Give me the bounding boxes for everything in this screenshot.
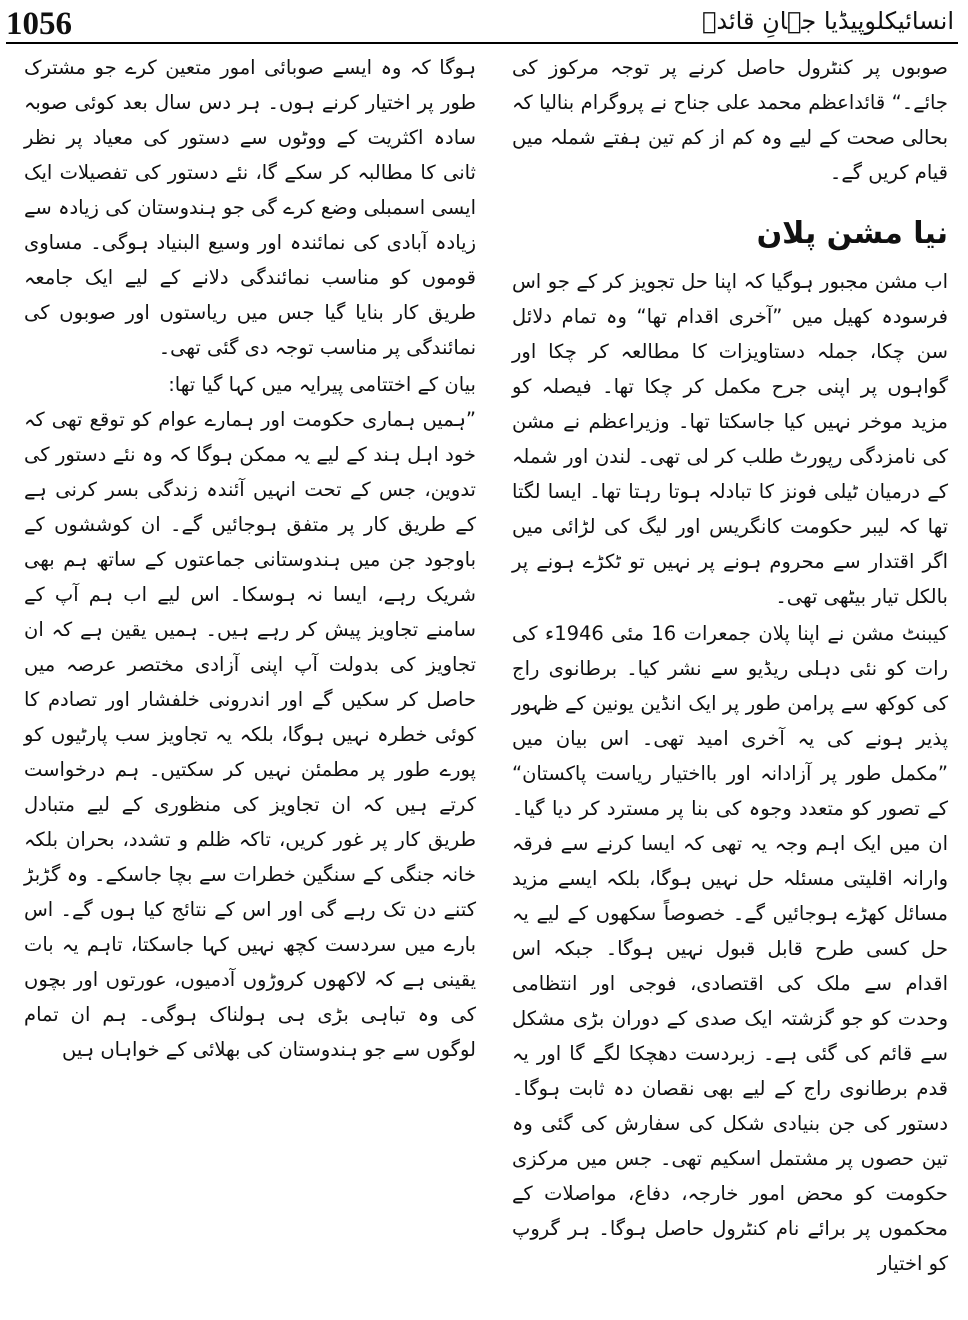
section-heading: نیا مشن پلان [756, 216, 948, 251]
body-paragraph: ہوگا کہ وہ ایسے صوبائی امور متعین کرے جو مشترک طور پر اختیار کرنے ہوں۔ ہر دس سال بعد کوئی صوبہ سادہ اکثریت کے ووٹوں سے دستور کی معیاد پر نظر ثانی کا مطالبہ کر سکے گا، نئے دستور کی تفصیلات ایک ایسی اسمبلی وضع کرے گی جو ہندوستان کی زیادہ سے زیادہ آبادی کی نمائندہ اور وسیع البنیاد ہوگی۔ مساوی قوموں کو مناسب نمائندگی دلانے کے لیے ایک جامعہ طریق کار بنایا گیا جس میں ریاستوں اور صوبوں کی نمائندگی پر مناسب توجہ دی گئی تھی۔ [24, 56, 476, 359]
body-paragraph: کیبنٹ مشن نے اپنا پلان جمعرات 16 مئی 1946ء کی رات کو نئی دہلی ریڈیو سے نشر کیا۔ برطانوی راج کی کوکھ سے پرامن طور پر ایک انڈین یونین کے ظہور پذیر ہونے کی یہ آخری امید تھی۔ اس بیان میں ”مکمل طور پر آزادانہ اور بااختیار ریاست پاکستان“ کے تصور کو متعدد وجوہ کی بنا پر مسترد کر دیا گیا۔ ان میں ایک اہم وجہ یہ تھی کہ ایسا کرنے سے فرقہ وارانہ اقلیتی مسئلہ حل نہیں ہوگا، بلکہ ایسے مزید مسائل کھڑے ہوجائیں گے۔ خصوصاً سکھوں کے لیے یہ حل کسی طرح قابل قبول نہیں ہوگا۔ جبکہ اس اقدام سے ملک کی اقتصادی، فوجی اور انتظامی وحدت کو جو گزشتہ ایک صدی کے دوران بڑی مشکل سے قائم کی گئی ہے۔ زبردست دھچکا لگے گا اور یہ قدم برطانوی راج کے لیے بھی نقصان دہ ثابت ہوگا۔ دستور کی جن بنیادی شکل کی سفارش کی گئی وہ تین حصوں پر مشتمل اسکیم تھی۔ جس میں مرکزی حکومت کو محض امور خارجہ، دفاع، مواصلات کے محکموں پر برائے نام کنٹرول حاصل ہوگا۔ ہر گروپ کو اختیار [512, 622, 949, 1275]
quote-intro: بیان کے اختتامی پیرایہ میں کہا گیا تھا: [168, 373, 476, 396]
intro-paragraph: صوبوں پر کنٹرول حاصل کرنے پر توجہ مرکوز کی جائے۔“ قائداعظم محمد علی جناح نے پروگرام بنالیا کہ بحالی صحت کے لیے وہ کم از کم تین ہفتے شملہ میں قیام کریں گے۔ [512, 56, 948, 184]
right-column [512, 50, 948, 1281]
running-head-title: انسائیکلوپیڈیا جہانِ قائدؒ [702, 7, 954, 35]
quoted-statement: ”ہمیں ہماری حکومت اور ہمارے عوام کو توقع تھی کہ خود اہل ہند کے لیے یہ ممکن ہوگا کہ وہ نئے دستور کی تدوین، جس کے تحت انہیں آئندہ زندگی بسر کرنی ہے کے طریق کار پر متفق ہوجائیں گے۔ ان کوششوں کے باوجود جن میں ہندوستانی جماعتوں کے ساتھ ہم بھی شریک رہے، ایسا نہ ہوسکا۔ اس لیے اب ہم آپ کے سامنے تجاویز پیش کر رہے ہیں۔ ہمیں یقین ہے کہ ان تجاویز کی بدولت آپ اپنی آزادی مختصر عرصہ میں حاصل کر سکیں گے اور اندرونی خلفشار اور تصادم کا کوئی خطرہ نہیں ہوگا، بلکہ یہ تجاویز سب پارٹیوں کو پورے طور پر مطمئن نہیں کر سکتیں۔ ہم درخواست کرتے ہیں کہ ان تجاویز کی منظوری کے لیے متبادل طریق کار پر غور کریں، تاکہ ظلم و تشدد، بحران بلکہ خانہ جنگی کے سنگین خطرات سے بچا جاسکے۔ وہ گڑبڑ کتنے دن تک رہے گی اور اس کے نتائج کیا ہوں گے۔ اس بارے میں سردست کچھ نہیں کہا جاسکتا، تاہم یہ بات یقینی ہے کہ لاکھوں کروڑوں آدمیوں، عورتوں اور بچوں کی وہ تباہی بڑی ہی ہولناک ہوگی۔ ہم ان تمام لوگوں سے جو ہندوستان کی بھلائی کے خواہاں ہیں [24, 408, 476, 1061]
header-rule [6, 42, 958, 44]
left-column [24, 50, 476, 1067]
body-paragraph: اب مشن مجبور ہوگیا کہ اپنا حل تجویز کر کے جو اس فرسودہ کھیل میں ”آخری اقدام تھا“ وہ تمام دلائل سن چکا، جملہ دستاویزات کا مطالعہ کر چکا اور گواہوں پر اپنی جرح مکمل کر چکا تھا۔ فیصلہ کو مزید موخر نہیں کیا جاسکتا تھا۔ وزیراعظم نے مشن کی نامزدگی رپورٹ طلب کر لی تھی۔ لندن اور شملہ کے درمیان ٹیلی فونز کا تبادلہ ہوتا رہتا تھا۔ ایسا لگتا تھا کہ لیبر حکومت کانگریس اور لیگ کی لڑائی میں اگر اقتدار سے محروم ہونے پر نہیں تو ٹکڑے ہونے پر بالکل تیار بیٹھی تھی۔ [512, 270, 948, 608]
page-number: 1056 [6, 6, 72, 42]
